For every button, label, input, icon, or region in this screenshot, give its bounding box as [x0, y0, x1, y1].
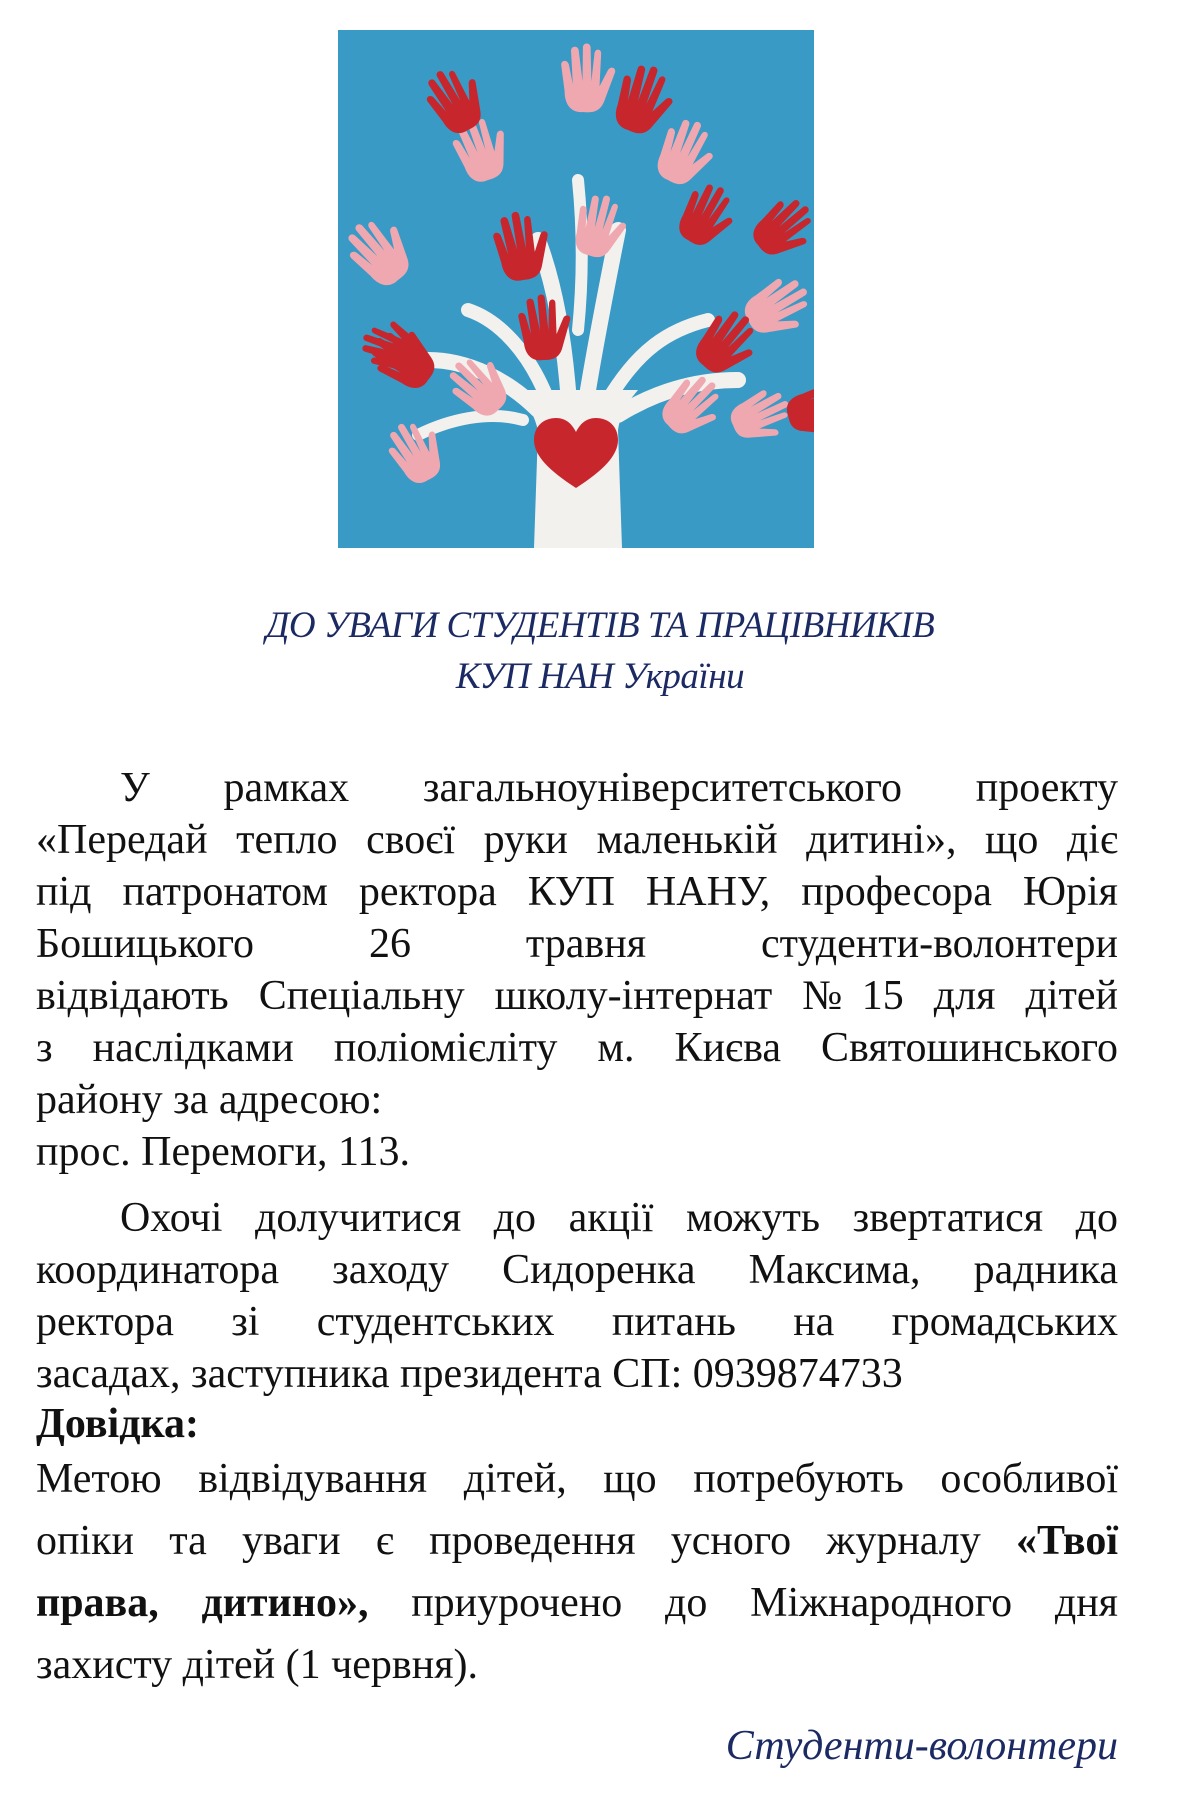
paragraph-line: Охочі долучитися до акції можуть звертатися до [120, 1195, 1118, 1241]
paragraph-line: координатора заходу Сидоренка Максима, радника [36, 1247, 1118, 1293]
paragraph-line: відвідають Спеціальну школу-інтернат №15 для дітей [36, 973, 1118, 1019]
reference-label: Довідка: [36, 1401, 199, 1447]
paragraph-line [36, 1510, 1118, 1572]
paragraph-line [36, 1572, 1118, 1634]
main-paragraph [36, 762, 1118, 1178]
contact-phone-line: засадах, заступника президента СП: 0939874733 [36, 1351, 903, 1397]
paragraph-line: У рамках загальноуніверситетського проекту [120, 765, 1118, 811]
paragraph-line: під патронатом ректора КУП НАНУ, професора Юрія [36, 869, 1118, 915]
journal-title-part: «Твої [1016, 1518, 1118, 1564]
tree-of-hands-image [338, 30, 814, 548]
paragraph-text: приурочено до Міжнародного дня [368, 1580, 1118, 1626]
paragraph-line: району за адресою: [36, 1077, 383, 1123]
paragraph-line: «Передай тепло своєї руки маленькій дитині», що діє [36, 817, 1118, 863]
paragraph-line: ректора зі студентських питань на громадських [36, 1299, 1118, 1345]
signature: Студенти-волонтери [725, 1723, 1118, 1769]
notice-heading-line2: КУП НАН України [455, 656, 745, 697]
contact-paragraph [36, 1192, 1118, 1400]
paragraph-text: опіки та уваги є проведення усного журналу [36, 1518, 1016, 1564]
paragraph-line: Бошицького 26 травня студенти-волонтери [36, 921, 1118, 967]
reference-paragraph [36, 1448, 1118, 1696]
journal-title-part: права, дитино», [36, 1580, 369, 1626]
tree-of-hands-illustration [338, 30, 814, 548]
paragraph-line: з наслідками поліомієліту м. Києва Святошинського [36, 1025, 1118, 1071]
paragraph-line: Метою відвідування дітей, що потребують особливої [36, 1456, 1118, 1502]
address-line: прос. Перемоги, 113. [36, 1129, 411, 1175]
notice-heading-line1: ДО УВАГИ СТУДЕНТІВ ТА ПРАЦІВНИКІВ [265, 605, 935, 646]
paragraph-line: захисту дітей (1 червня). [36, 1642, 479, 1688]
